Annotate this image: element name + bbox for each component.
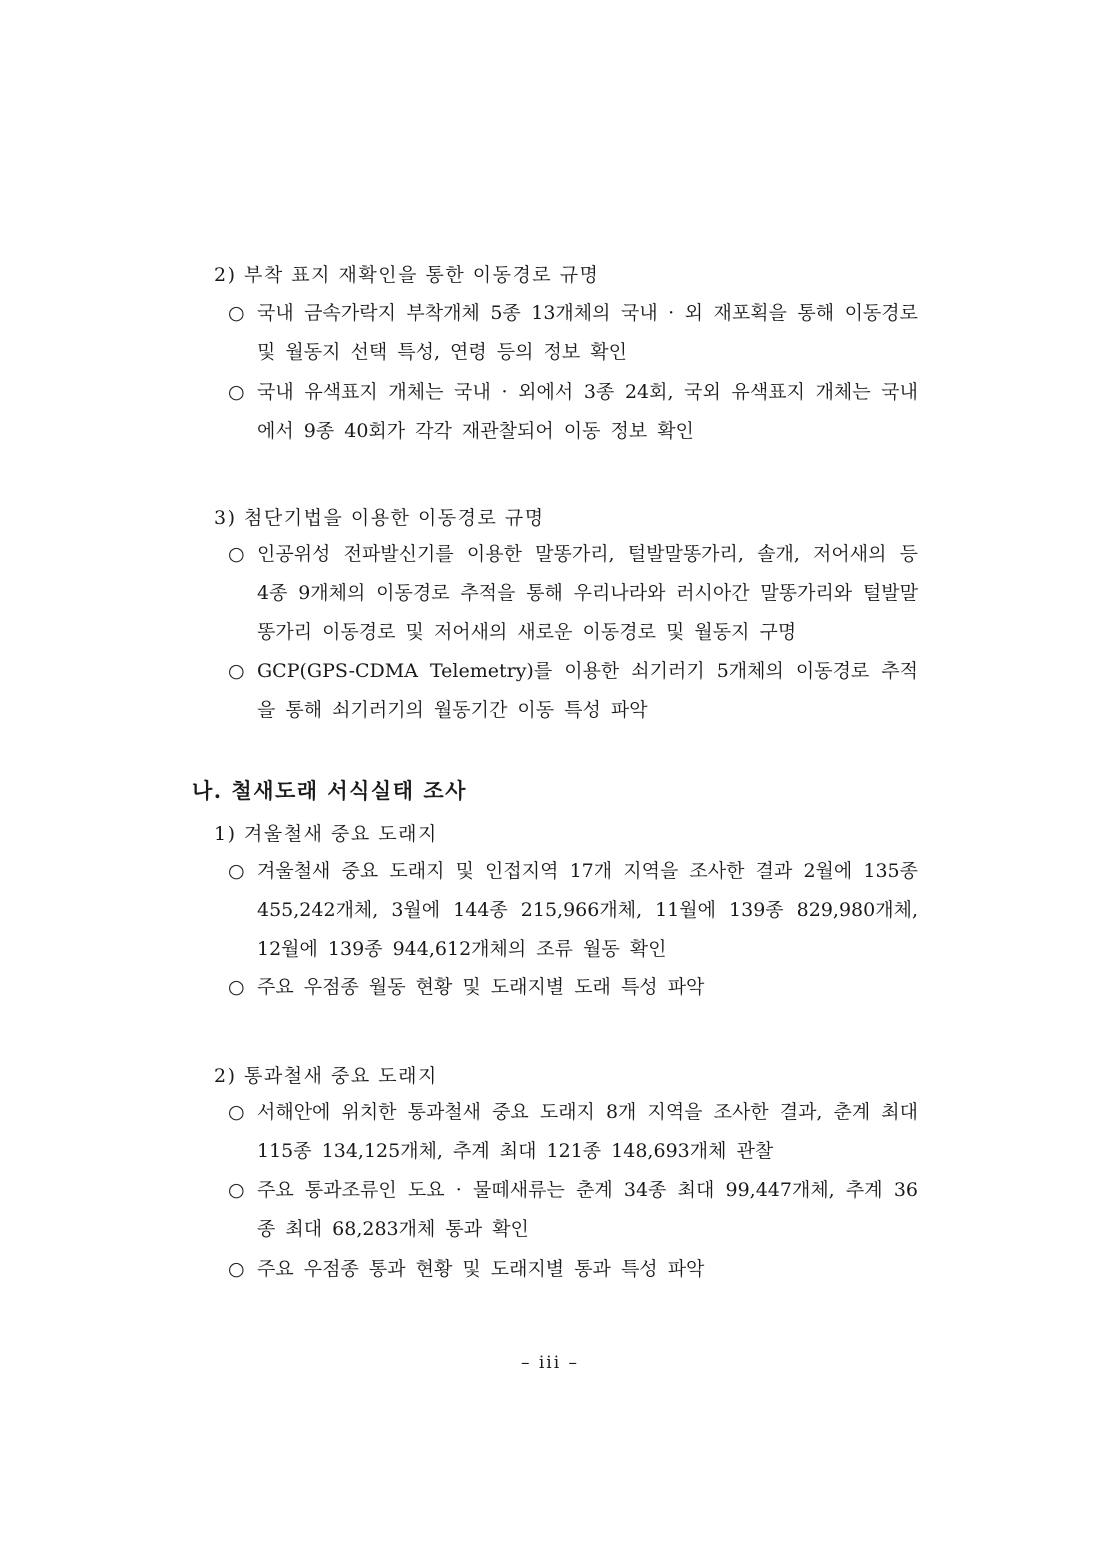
bullet-item (228, 294, 918, 372)
bullet-item (228, 652, 918, 730)
bullet-circle-icon: ○ (228, 660, 245, 682)
page-number: – iii – (520, 1353, 580, 1373)
bullet-item (228, 852, 918, 969)
bullet-text: 인공위성 전파발신기를 이용한 말똥가리, 털발말똥가리, 솔개, 저어새의 등 4종 9개체의 이동경로 추적을 통해 우리나라와 러시아간 말똥가리와 털발말똥가리 이동경로 및 저어새의 새로운 이동경로 및 월동지 구명 (257, 543, 918, 643)
bullet-item (228, 1171, 918, 1249)
bullet-circle-icon: ○ (228, 543, 245, 565)
bullet-text: 주요 우점종 통과 현황 및 도래지별 통과 특성 파악 (257, 1258, 705, 1280)
bullet-item (228, 1093, 918, 1171)
bullet-circle-icon: ○ (228, 860, 245, 882)
bullet-circle-icon: ○ (228, 1258, 245, 1280)
bullet-text: 주요 통과조류인 도요 · 물떼새류는 춘계 34종 최대 99,447개체, 추계 36종 최대 68,283개체 통과 확인 (257, 1179, 918, 1240)
subsection-heading: 2) 통과철새 중요 도래지 (214, 1065, 438, 1087)
subsection-heading: 1) 겨울철새 중요 도래지 (214, 823, 438, 845)
bullet-text: 서해안에 위치한 통과철새 중요 도래지 8개 지역을 조사한 결과, 춘계 최대 115종 134,125개체, 추계 최대 121종 148,693개체 관찰 (257, 1101, 918, 1162)
bullet-item (228, 373, 918, 451)
bullet-circle-icon: ○ (228, 976, 245, 998)
bullet-circle-icon: ○ (228, 381, 245, 403)
subsection-heading: 3) 첨단기법을 이용한 이동경로 규명 (214, 507, 545, 529)
bullet-circle-icon: ○ (228, 1179, 245, 1201)
bullet-text: 겨울철새 중요 도래지 및 인접지역 17개 지역을 조사한 결과 2월에 135종 455,242개체, 3월에 144종 215,966개체, 11월에 139종 829,980개체, 12월에 139종 944,612개체의 조류 월동 확인 (257, 860, 918, 960)
bullet-item (228, 968, 918, 1007)
subsection-heading: 2) 부착 표지 재확인을 통한 이동경로 규명 (214, 264, 600, 286)
bullet-circle-icon: ○ (228, 1101, 245, 1123)
bullet-text: GCP(GPS-CDMA Telemetry)를 이용한 쇠기러기 5개체의 이동경로 추적을 통해 쇠기러기의 월동기간 이동 특성 파악 (257, 660, 918, 721)
bullet-item (228, 1250, 918, 1289)
bullet-text: 국내 유색표지 개체는 국내 · 외에서 3종 24회, 국외 유색표지 개체는 국내에서 9종 40회가 각각 재관찰되어 이동 정보 확인 (257, 381, 918, 442)
bullet-text: 주요 우점종 월동 현황 및 도래지별 도래 특성 파악 (257, 976, 705, 998)
bullet-text: 국내 금속가락지 부착개체 5종 13개체의 국내 · 외 재포획을 통해 이동경로 및 월동지 선택 특성, 연령 등의 정보 확인 (257, 302, 918, 363)
bullet-circle-icon: ○ (228, 302, 245, 324)
bullet-item (228, 535, 918, 652)
section-heading: 나. 철새도래 서식실태 조사 (192, 778, 467, 803)
